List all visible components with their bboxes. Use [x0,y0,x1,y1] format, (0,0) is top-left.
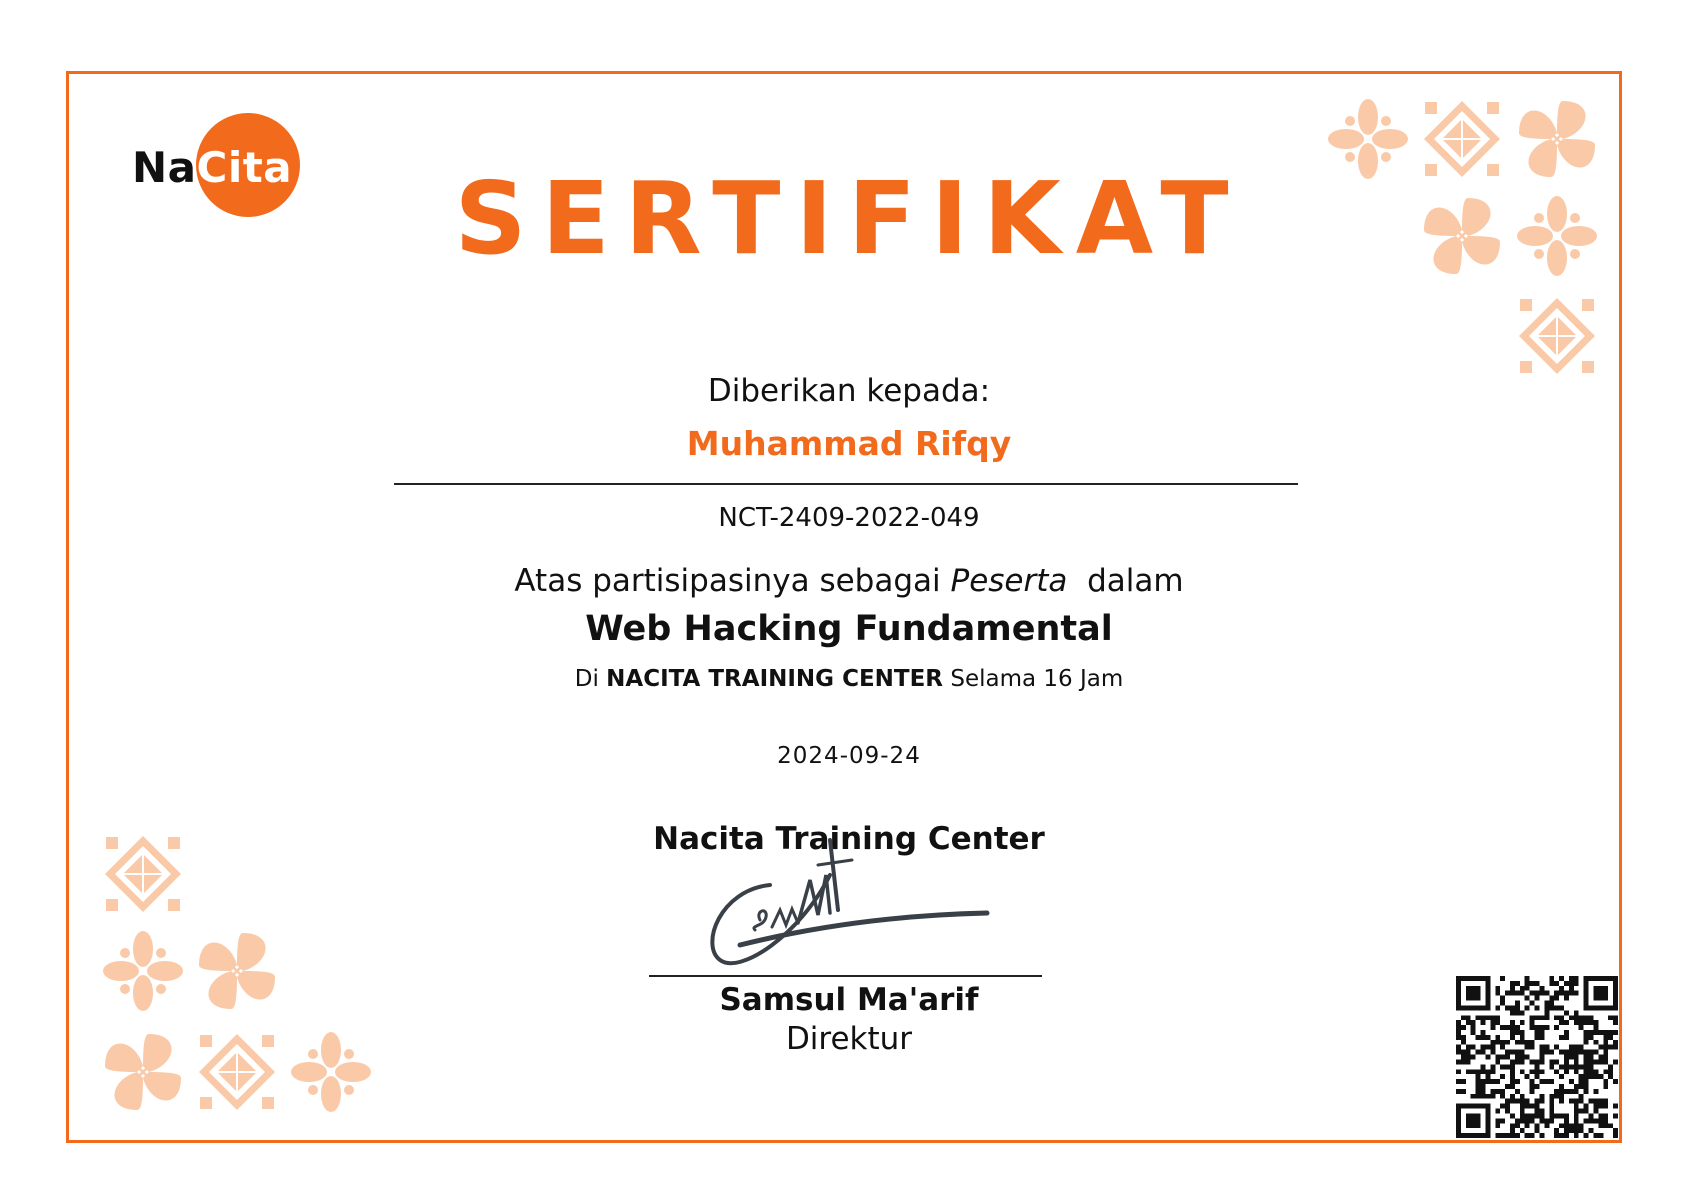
signer-name: Samsul Ma'arif [719,982,979,1018]
participation-line [0,563,1684,599]
logo-text-cita: Cita [196,143,293,192]
participation-role: Peserta [950,563,1068,599]
signer-title: Direktur [785,1021,913,1057]
logo-text-na: Na [132,143,197,192]
qr-code-icon[interactable] [1456,976,1618,1138]
venue-organization: NACITA TRAINING CENTER [606,666,944,692]
venue-line [0,666,1684,692]
course-title: Web Hacking Fundamental [585,609,1113,649]
venue-prefix: Di [574,666,599,692]
issuer-name: Nacita Training Center [653,821,1045,857]
venue-duration: Selama 16 Jam [950,666,1124,692]
certificate-title: SERTIFIKAT [454,160,1244,277]
certificate-number: NCT-2409-2022-049 [718,503,980,533]
signature-line [649,975,1042,977]
issue-date: 2024-09-24 [777,743,921,769]
recipient-underline [394,483,1298,485]
given-to-label: Diberikan kepada: [707,373,991,409]
participation-suffix: dalam [1087,563,1184,599]
recipient-name: Muhammad Rifqy [686,424,1012,463]
signature-icon [700,835,1000,975]
participation-prefix: Atas partisipasinya sebagai [514,563,941,599]
